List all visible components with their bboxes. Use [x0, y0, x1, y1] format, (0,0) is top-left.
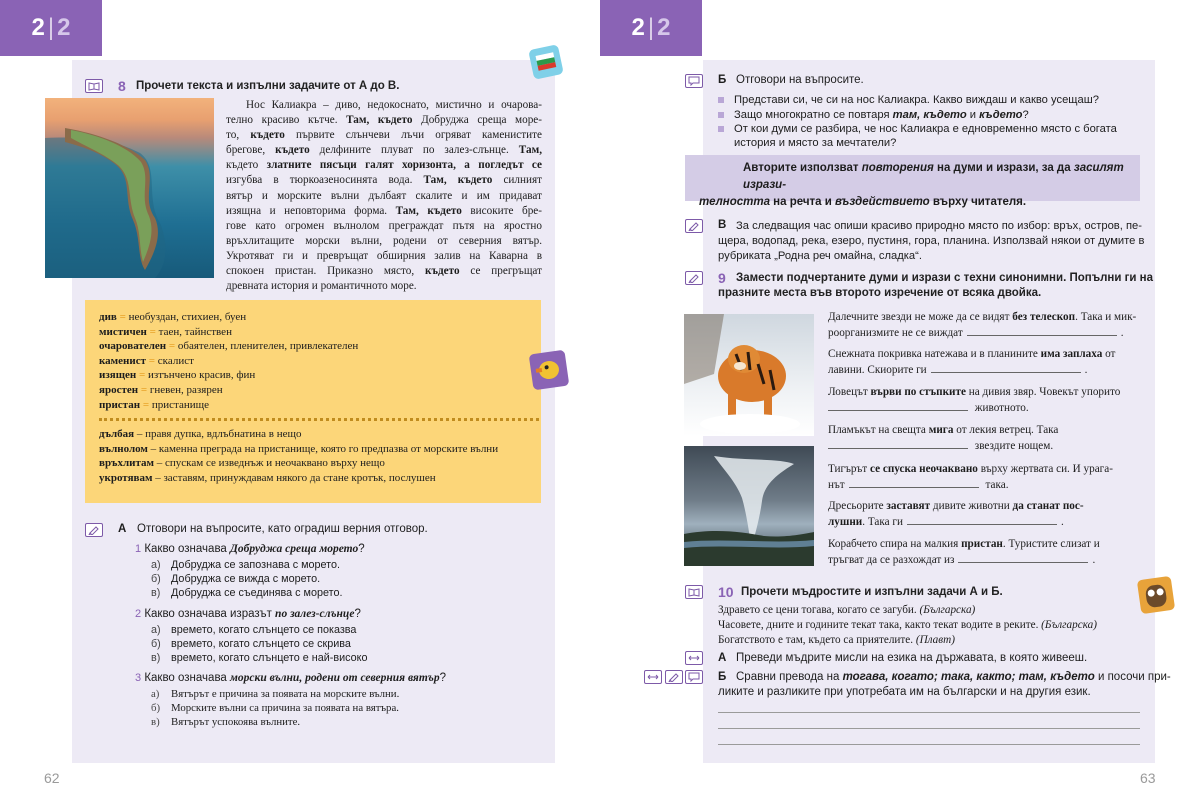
lesson-number: 2 [657, 14, 671, 41]
glossary-definition: – заставям, принуждавам някого да стане кротък, послушен [152, 471, 436, 484]
underlined-phrase: лушни [828, 516, 863, 528]
pencil-icon [685, 271, 703, 285]
answer-option[interactable] [151, 624, 356, 636]
task-number: 8 [118, 78, 126, 94]
fill-blank[interactable] [967, 326, 1117, 336]
emphasis-word: където [250, 129, 285, 142]
emphasis-word: където [425, 265, 460, 278]
option-text: времето, когато слънцето е най-високо [171, 652, 368, 664]
pencil-icon [85, 523, 103, 537]
glossary-definition: – каменна преграда на пристанище, която го предпазва от морските вълни [147, 442, 499, 455]
option-letter: б) [151, 638, 161, 650]
book-icon [85, 79, 103, 93]
emphasis-phrase: там, където [892, 109, 967, 121]
glossary-entry [99, 383, 539, 398]
saying-origin: (Плавт) [915, 634, 955, 646]
underlined-phrase: мига [928, 424, 954, 436]
question-phrase: Добруджа среща морето [230, 543, 359, 555]
bird-sticker-icon [529, 350, 570, 391]
fill-blank[interactable] [958, 553, 1088, 563]
translate-icon [685, 651, 703, 665]
saying: Богатството е там, където са приятелите. (Плавт) [718, 634, 955, 646]
glossary-word: див [99, 311, 117, 323]
equals-sign: = [138, 369, 146, 382]
glossary-entry [99, 325, 539, 340]
page-number: 62 [44, 770, 60, 786]
underlined-phrase: без телескоп [1012, 311, 1076, 323]
glossary-word: каменист [99, 354, 147, 367]
task-v-line: За следващия час опиши красиво природно място по избор: връх, остров, пе- [736, 220, 1142, 232]
answer-option[interactable] [151, 716, 300, 728]
option-text: времето, когато слънцето се показва [171, 624, 357, 636]
translate-icon [644, 670, 662, 684]
underlined-phrase: пристан [961, 538, 1003, 550]
underlined-phrase: върви по стъпките [870, 386, 966, 398]
note-emphasis: въздействието [835, 196, 930, 208]
passage-line: където златните пясъци галят хоризонта, а погледът се [226, 159, 542, 172]
option-text: Вятърът успокоява вълните. [171, 716, 301, 728]
option-letter: б) [151, 702, 161, 714]
equals-sign: = [119, 311, 126, 323]
emphasis-word: Там, [518, 144, 542, 157]
glossary-definition: изтънчено красив, фин [148, 369, 256, 382]
glossary-divider [99, 418, 539, 421]
passage-line: Укротяват ги и превръщат обширния залив на Каварна в [226, 249, 542, 262]
passage-line: изгубва в тюркоазеносинята вода. Там, където силният [226, 174, 542, 187]
glossary-word: дълбая [99, 428, 135, 441]
glossary-definition: – правя дупка, вдлъбнатина в нещо [134, 428, 302, 441]
option-letter: а) [151, 559, 161, 571]
glossary-definition: – спускам се изведнъж и неочаквано върху нещо [154, 457, 385, 470]
passage-line: Нос Калиакра – диво, недокоснато, мистично и очарова- [246, 99, 542, 111]
sentence-original: Ловецът върви по стъпките на дивия звяр. Човекът упорито [828, 386, 1121, 398]
task-number: 9 [718, 270, 726, 286]
equals-sign: = [142, 398, 150, 411]
passage-line: то, където първите слънчеви лъчи огряват каменистите [226, 129, 542, 142]
glossary-definition: гневен, разярен [149, 383, 223, 396]
task-title: Прочети текста и изпълни задачите от А до В. [136, 80, 400, 92]
bullet-item: Защо многократно се повтаря там, където и където? [734, 109, 1029, 121]
glossary-word: укротявам [99, 471, 153, 484]
note-emphasis: телността [699, 196, 770, 208]
equals-sign: = [149, 325, 156, 338]
sentence-original: Далечните звезди не може да се видят без телескоп. Така и мик- [828, 311, 1137, 323]
option-text: Морските вълни са причина за появата на вятъра. [171, 702, 399, 714]
option-text: Добруджа се вижда с морето. [171, 573, 321, 585]
sentence-original: Корабчето спира на малкия пристан. Туристите слизат и [828, 538, 1100, 550]
lesson-badge: 2 | 2 [0, 0, 102, 56]
answer-option[interactable] [151, 652, 367, 664]
subtask-instruction: Сравни превода на тогава, когато; така, както; там, където и посочи при- [736, 671, 1171, 683]
option-text: Вятърът е причина за появата на морските вълни. [171, 688, 400, 700]
question-number: 2 [135, 608, 142, 620]
question-number: 3 [135, 672, 142, 684]
fill-blank[interactable] [931, 363, 1081, 373]
glossary-entry [99, 427, 539, 442]
subtask-label: Б [718, 671, 727, 683]
answer-option[interactable] [151, 559, 340, 571]
passage-line: брегове, където делфините плуват по залез-слънце. Там, [226, 144, 542, 157]
owl-sticker-icon [1137, 576, 1175, 614]
sentence-original: Снежната покривка натежава и в планините има заплаха от [828, 348, 1116, 360]
glossary-word: пристан [99, 398, 141, 411]
glossary-definition: необуздан, стихиен, буен [128, 311, 247, 323]
note-emphasis: повторения [861, 162, 934, 174]
passage-line: вятър и морските вълни дълбаят скалите и им придават [226, 189, 542, 202]
answer-line[interactable] [718, 712, 1140, 713]
saying-origin: (Българска) [1041, 619, 1097, 631]
glossary-entry [99, 310, 539, 325]
page-number: 63 [1140, 770, 1156, 786]
tiger-photo [684, 314, 814, 436]
passage-text [226, 98, 542, 294]
passage-line: телно красиво кътче. Там, където Добруджа среща море- [226, 114, 542, 127]
task-title: Замести подчертаните думи и изрази с техни синонимни. Попълни ги на [736, 272, 1153, 284]
unit-number: 2 [31, 14, 45, 41]
answer-option[interactable] [151, 688, 399, 700]
option-letter: в) [151, 716, 160, 728]
glossary-word: изящен [99, 369, 137, 382]
bullet-item: история и място за мечтатели? [734, 137, 897, 149]
glossary-entry [99, 368, 539, 383]
glossary-definition: обаятелен, пленителен, привлекателен [177, 340, 359, 353]
emphasis-word: Там, където [395, 204, 462, 217]
option-text: времето, когато слънцето се скрива [171, 638, 351, 650]
fill-blank[interactable] [907, 515, 1057, 525]
glossary-definition: скалист [157, 354, 194, 367]
subtask-instruction: Отговори на въпросите, като оградиш верния отговор. [137, 523, 428, 535]
glossary-word: вълнолом [99, 442, 148, 455]
note-emphasis: засилят изрази- [743, 162, 1124, 191]
saying: Часовете, дните и годините текат така, както текат водите в реките. (Българска) [718, 619, 1097, 631]
glossary-entry [99, 442, 539, 457]
tornado-photo [684, 446, 814, 566]
glossary-entry [99, 471, 539, 486]
sentence-rewrite: животното. [828, 401, 1142, 416]
task-v-line: рубриката „Родна реч омайна, сладка“. [718, 250, 922, 262]
saying: Здравето се цени тогава, когато се загуби. (Българска) [718, 604, 976, 616]
pencil-icon [685, 219, 703, 233]
sentence-rewrite: звездите нощем. [828, 439, 1142, 454]
emphasis-phrase: тогава, когато; така, както; там, където [842, 671, 1095, 683]
glossary-word: връхлитам [99, 457, 155, 470]
sentence-rewrite: нът така. [828, 479, 1009, 491]
pencil-icon [665, 670, 683, 684]
passage-line: гове като огромен вълнолом преграждат пътя на яростно [226, 219, 542, 232]
speech-bubble-icon [685, 670, 703, 684]
underlined-phrase: има заплаха [1040, 348, 1103, 360]
sentence-original: Тигърът се спуска неочаквано върху жертвата си. И урага- [828, 463, 1113, 475]
fill-blank[interactable] [828, 401, 968, 411]
question-phrase: по залез-слънце [275, 608, 355, 620]
task-v-line: щера, водопад, река, езеро, пустиня, гора, планина. Използвай някои от думите в [718, 235, 1145, 247]
bullet-item: От кои думи се разбира, че нос Калиакра е едновременно място с богата [734, 123, 1117, 135]
option-letter: а) [151, 688, 160, 700]
emphasis-word: Там, където [423, 174, 493, 187]
answer-option[interactable] [151, 587, 342, 599]
glossary-entry [99, 456, 539, 471]
subtask-label: Б [718, 74, 727, 86]
fill-blank[interactable] [828, 439, 968, 449]
subtask-instruction: Преведи мъдрите мисли на езика на държавата, в която живееш. [736, 652, 1088, 664]
option-text: Добруджа се съединява с морето. [171, 587, 343, 599]
option-letter: б) [151, 573, 161, 585]
option-letter: а) [151, 624, 161, 636]
underlined-phrase: да станат пос- [1012, 500, 1084, 512]
lesson-badge: 2 | 2 [600, 0, 702, 56]
underlined-phrase: се спуска неочаквано [869, 463, 978, 475]
flag-sticker-icon [528, 44, 564, 80]
emphasis-word: златните пясъци галят хоризонта, а погледът се [258, 159, 542, 172]
question: 2 Какво означава изразът по залез-слънце? [135, 608, 361, 620]
lesson-number: 2 [57, 14, 71, 41]
sentence-rewrite: тръгват да се разхождат из . [828, 554, 1096, 566]
sentence-original: Дресьорите заставят дивите животни да станат пос- [828, 500, 1084, 512]
task-number: 10 [718, 584, 734, 600]
option-letter: в) [151, 587, 161, 599]
subtask-label: В [718, 219, 727, 231]
glossary-word: яростен [99, 383, 139, 396]
passage-line: връхлитащите морски вълни, родени от северния вятър. [226, 234, 542, 247]
subtask-label: А [118, 523, 127, 535]
glossary-entry [99, 339, 539, 354]
question-phrase: морски вълни, родени от северния вятър [230, 672, 440, 684]
glossary-content [99, 310, 539, 486]
sentence-rewrite: роорганизмите не се виждат . [828, 327, 1124, 339]
question: 1 Какво означава Добруджа среща морето? [135, 543, 365, 555]
passage-line: спокоен пристан. Приказно място, където се прегръщат [226, 265, 542, 278]
glossary-definition: пристанище [151, 398, 209, 411]
glossary-word: очарователен [99, 340, 167, 353]
author-note: Авторите използват повторения на думи и изрази, за да засилят изрази- телността на речта и въздействието върху читателя. [685, 155, 1140, 201]
question-number: 1 [135, 543, 142, 555]
emphasis-word: където [275, 144, 310, 157]
speech-bubble-icon [685, 74, 703, 88]
subtask-instruction: Отговори на въпросите. [736, 74, 864, 86]
book-icon [685, 585, 703, 599]
passage-line: изящна и неповторима форма. Там, където високите бре- [226, 204, 542, 217]
emphasis-word: Там, където [346, 114, 413, 127]
subtask-instruction-cont: ликите и разликите при употребата им на български и на другия език. [718, 686, 1091, 698]
question: 3 Какво означава морски вълни, родени от северния вятър? [135, 672, 447, 684]
saying-origin: (Българска) [919, 604, 976, 616]
answer-line[interactable] [718, 728, 1140, 729]
emphasis-phrase: където [979, 109, 1023, 121]
underlined-phrase: заставят [886, 500, 931, 512]
unit-number: 2 [631, 14, 645, 41]
sentence-original: Пламъкът на свещта мига от лекия ветрец. Така [828, 424, 1059, 436]
equals-sign: = [140, 383, 148, 396]
answer-option[interactable] [151, 638, 351, 650]
bullet-item: Представи си, че си на нос Калиакра. Какво виждаш и какво усещаш? [734, 94, 1099, 106]
glossary-entry [99, 398, 539, 413]
glossary-entry [99, 354, 539, 369]
glossary-definition: таен, тайнствен [158, 325, 232, 338]
equals-sign: = [168, 340, 176, 353]
task-title: Прочети мъдростите и изпълни задачи А и Б. [741, 586, 1003, 598]
sentence-rewrite: лавини. Скиорите ги . [828, 364, 1088, 376]
answer-option[interactable] [151, 573, 320, 585]
passage-line: древната история и романтичното море. [226, 280, 417, 293]
sentence-rewrite: лушни. Така ги . [828, 516, 1064, 528]
subtask-label: А [718, 652, 727, 664]
answer-option[interactable] [151, 702, 399, 714]
right-page [600, 0, 1200, 807]
fill-blank[interactable] [849, 478, 979, 488]
answer-line[interactable] [718, 744, 1140, 745]
cape-kaliakra-photo [45, 98, 214, 278]
option-text: Добруджа се запознава с морето. [171, 559, 341, 571]
equals-sign: = [148, 354, 156, 367]
option-letter: в) [151, 652, 161, 664]
glossary-word: мистичен [99, 325, 147, 338]
task-title-cont: празните места във второто изречение от всяка двойка. [718, 287, 1042, 299]
